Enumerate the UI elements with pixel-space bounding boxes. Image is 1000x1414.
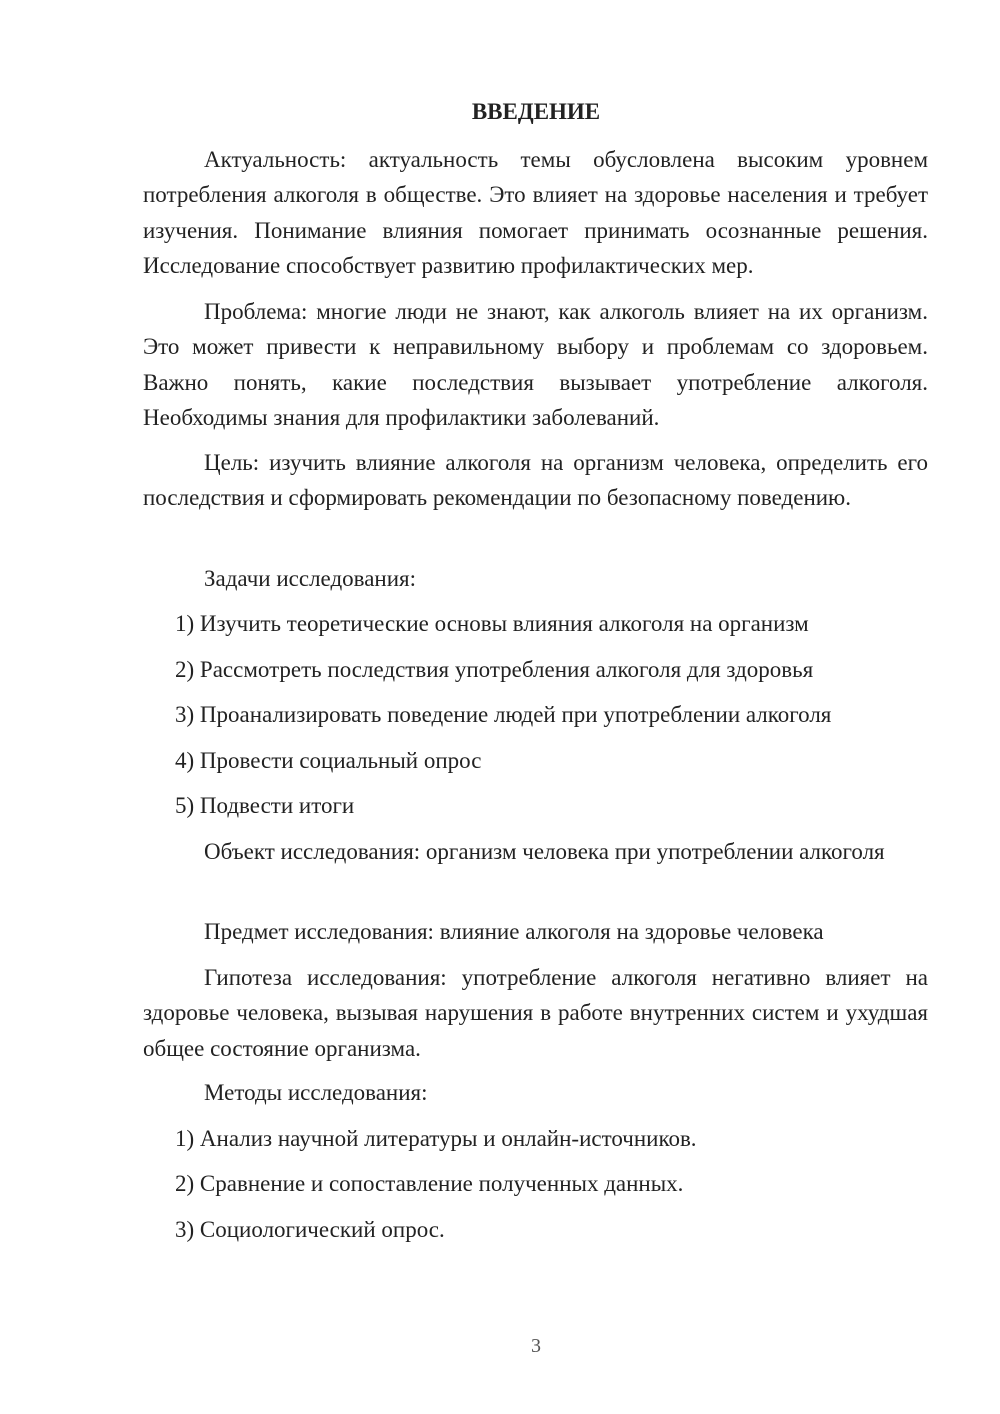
- task-item: 1) Изучить теоретические основы влияния алкоголя на организм: [175, 611, 809, 636]
- hypothesis-paragraph: Гипотеза исследования: употребление алкоголя негативно влияет на здоровье человека, вызывая нарушения в работе внутренних систем и ухудшая общее состояние организма.: [143, 965, 928, 1061]
- method-item: 1) Анализ научной литературы и онлайн-источников.: [175, 1126, 697, 1151]
- object-paragraph: Объект исследования: организм человека при употреблении алкоголя: [204, 839, 885, 864]
- method-item: 2) Сравнение и сопоставление полученных данных.: [175, 1171, 684, 1196]
- section-title: ВВЕДЕНИЕ: [471, 99, 601, 124]
- task-item: 2) Рассмотреть последствия употребления алкоголя для здоровья: [175, 657, 814, 682]
- task-item: 5) Подвести итоги: [175, 793, 355, 818]
- problem-paragraph: Проблема: многие люди не знают, как алкоголь влияет на их организм. Это может привести к неправильному выбору и проблемам со здоровьем. Важно понять, какие последствия вызывает употребление алкоголя. Необходимы знания для профилактики заболеваний.: [143, 299, 928, 430]
- page-number: 3: [531, 1335, 541, 1357]
- goal-paragraph: Цель: изучить влияние алкоголя на организм человека, определить его последствия и сформировать рекомендации по безопасному поведению.: [143, 450, 928, 511]
- task-item: 4) Провести социальный опрос: [175, 748, 482, 773]
- subject-paragraph: Предмет исследования: влияние алкоголя на здоровье человека: [204, 919, 824, 944]
- tasks-heading: Задачи исследования:: [204, 566, 417, 591]
- task-item: 3) Проанализировать поведение людей при употреблении алкоголя: [175, 702, 832, 727]
- methods-heading: Методы исследования:: [204, 1080, 428, 1105]
- method-item: 3) Социологический опрос.: [175, 1217, 445, 1242]
- relevance-paragraph: Актуальность: актуальность темы обусловлена высоким уровнем потребления алкоголя в обществе. Это влияет на здоровье населения и требует изучения. Понимание влияния помогает принимать осознанные решения. Исследование способствует развитию профилактических мер.: [143, 147, 928, 278]
